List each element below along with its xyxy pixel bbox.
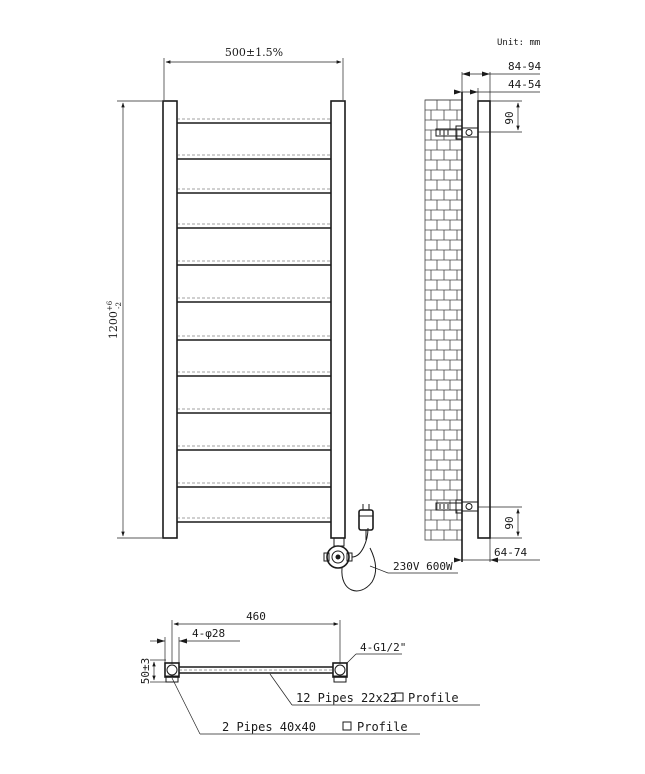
front-width-dim: 500±1.5%	[224, 46, 284, 59]
svg-text:1200+6-2: $1200^{+6}-2$	[106, 300, 123, 340]
right-upright	[331, 101, 345, 538]
left-upright	[163, 101, 177, 538]
front-rail-10	[177, 446, 331, 450]
front-rails	[177, 119, 331, 522]
bottom-view	[139, 610, 480, 734]
dim-84-94: 84-94	[508, 60, 542, 73]
dim-g12: 4-G1/2"	[360, 641, 407, 654]
profile-square-2	[343, 722, 351, 730]
front-rail-8	[177, 372, 331, 376]
dim-90-bottom: 90	[503, 516, 516, 530]
front-rail-2	[177, 155, 331, 159]
front-rail-6	[177, 298, 331, 302]
front-rail-4	[177, 224, 331, 228]
dim-50: 50±3	[139, 657, 152, 685]
front-rail-1	[177, 119, 331, 123]
brick-wall	[425, 100, 462, 540]
pipes-2-label: 2 Pipes 40x40	[222, 720, 316, 734]
pipes-12-label: 12 Pipes 22x22	[296, 691, 398, 705]
front-rail-7	[177, 336, 331, 340]
side-upright	[478, 101, 490, 538]
side-view	[425, 60, 541, 563]
heater-label: 230V 600W	[393, 560, 453, 573]
dim-phi28: 4-φ28	[192, 627, 226, 640]
dim-90-top: 90	[503, 111, 516, 125]
dim-64-74: 64-74	[494, 546, 528, 559]
front-rail-5	[177, 261, 331, 265]
unit-note: Unit: mm	[497, 38, 541, 48]
dim-460: 460	[246, 610, 266, 623]
front-rail-12	[177, 518, 331, 522]
front-rail-9	[177, 409, 331, 413]
heater-element	[324, 504, 458, 591]
front-view	[106, 46, 458, 591]
dim-44-54: 44-54	[508, 78, 542, 91]
front-rail-3	[177, 189, 331, 193]
profile-label-2: Profile	[357, 720, 408, 734]
profile-label-12: Profile	[408, 691, 459, 705]
front-height-dim	[106, 300, 123, 339]
front-rail-11	[177, 483, 331, 487]
